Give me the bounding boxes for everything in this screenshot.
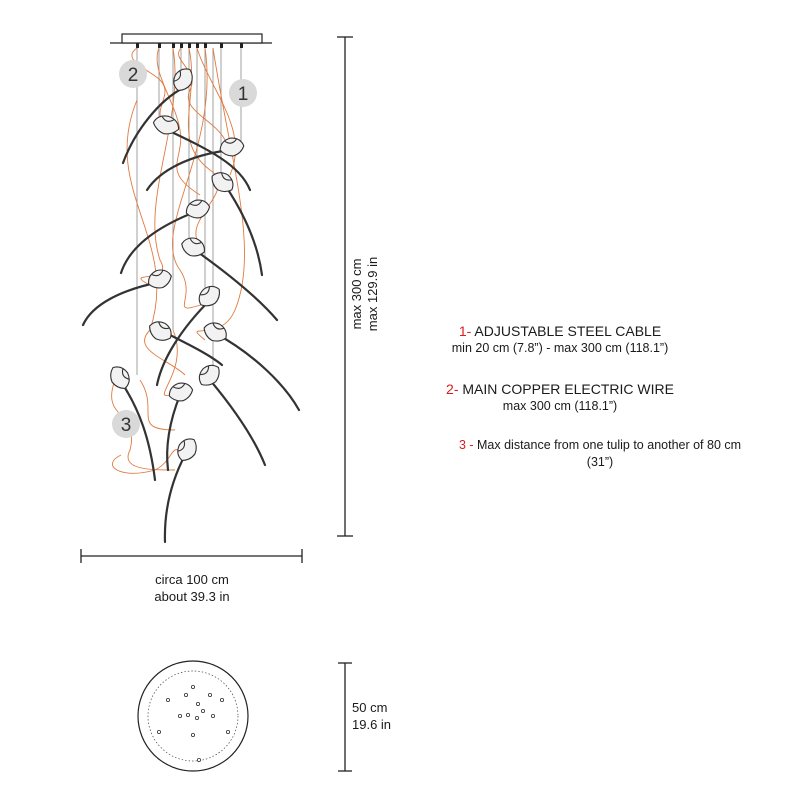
note-2-title: MAIN COPPER ELECTRIC WIRE	[462, 381, 674, 397]
tulip-stems	[83, 88, 299, 542]
marker-1-label: 1	[237, 84, 249, 105]
tulip	[106, 363, 134, 393]
tulip	[169, 65, 197, 95]
ceiling-canopy-side	[110, 34, 272, 48]
canopy-label-cm: 50 cm	[352, 700, 388, 715]
canopy-label-in: 19.6 in	[352, 717, 392, 732]
width-label-in: about 39.3 in	[154, 589, 230, 604]
note-2-number: 2-	[446, 381, 459, 397]
marker-1	[229, 79, 257, 107]
marker-2-label: 2	[127, 65, 139, 86]
note-1-number: 1-	[458, 323, 472, 339]
note-1-title: ADJUSTABLE STEEL CABLE	[474, 323, 662, 339]
canopy-top-view	[138, 661, 248, 771]
tulip	[194, 282, 224, 311]
note-1-title-line	[400, 322, 720, 340]
canopy-dimension-line	[338, 663, 352, 771]
height-label-cm: max 300 cm	[349, 258, 364, 330]
marker-3-label: 3	[120, 415, 132, 436]
note-2-title-line	[400, 380, 720, 398]
tulip	[167, 380, 195, 404]
tulip	[146, 317, 176, 345]
width-dimension-line	[81, 549, 302, 563]
note-3	[420, 437, 780, 471]
tulip	[145, 266, 174, 291]
tulip	[208, 168, 238, 197]
width-label-cm: circa 100 cm	[155, 572, 229, 587]
marker-2	[119, 60, 147, 88]
note-1-detail: min 20 cm (7.8”) - max 300 cm (118.1”)	[451, 341, 669, 355]
tulip	[173, 435, 201, 465]
note-3-detail: (31”)	[586, 455, 614, 469]
canopy-label	[352, 699, 412, 733]
copper-wires	[112, 48, 245, 473]
marker-3	[112, 410, 140, 438]
note-2-detail: max 300 cm (118.1”)	[502, 399, 618, 413]
height-label-in: max 129.9 in	[365, 256, 380, 332]
tulip	[194, 360, 224, 390]
note-2	[400, 380, 720, 415]
height-label	[349, 234, 383, 354]
width-label	[112, 571, 272, 605]
note-3-number: 3 -	[458, 438, 474, 452]
note-1	[400, 322, 720, 357]
tulip	[184, 197, 212, 221]
note-3-title: Max distance from one tulip to another of 80 cm	[477, 438, 742, 452]
note-3-title-line	[420, 437, 780, 454]
